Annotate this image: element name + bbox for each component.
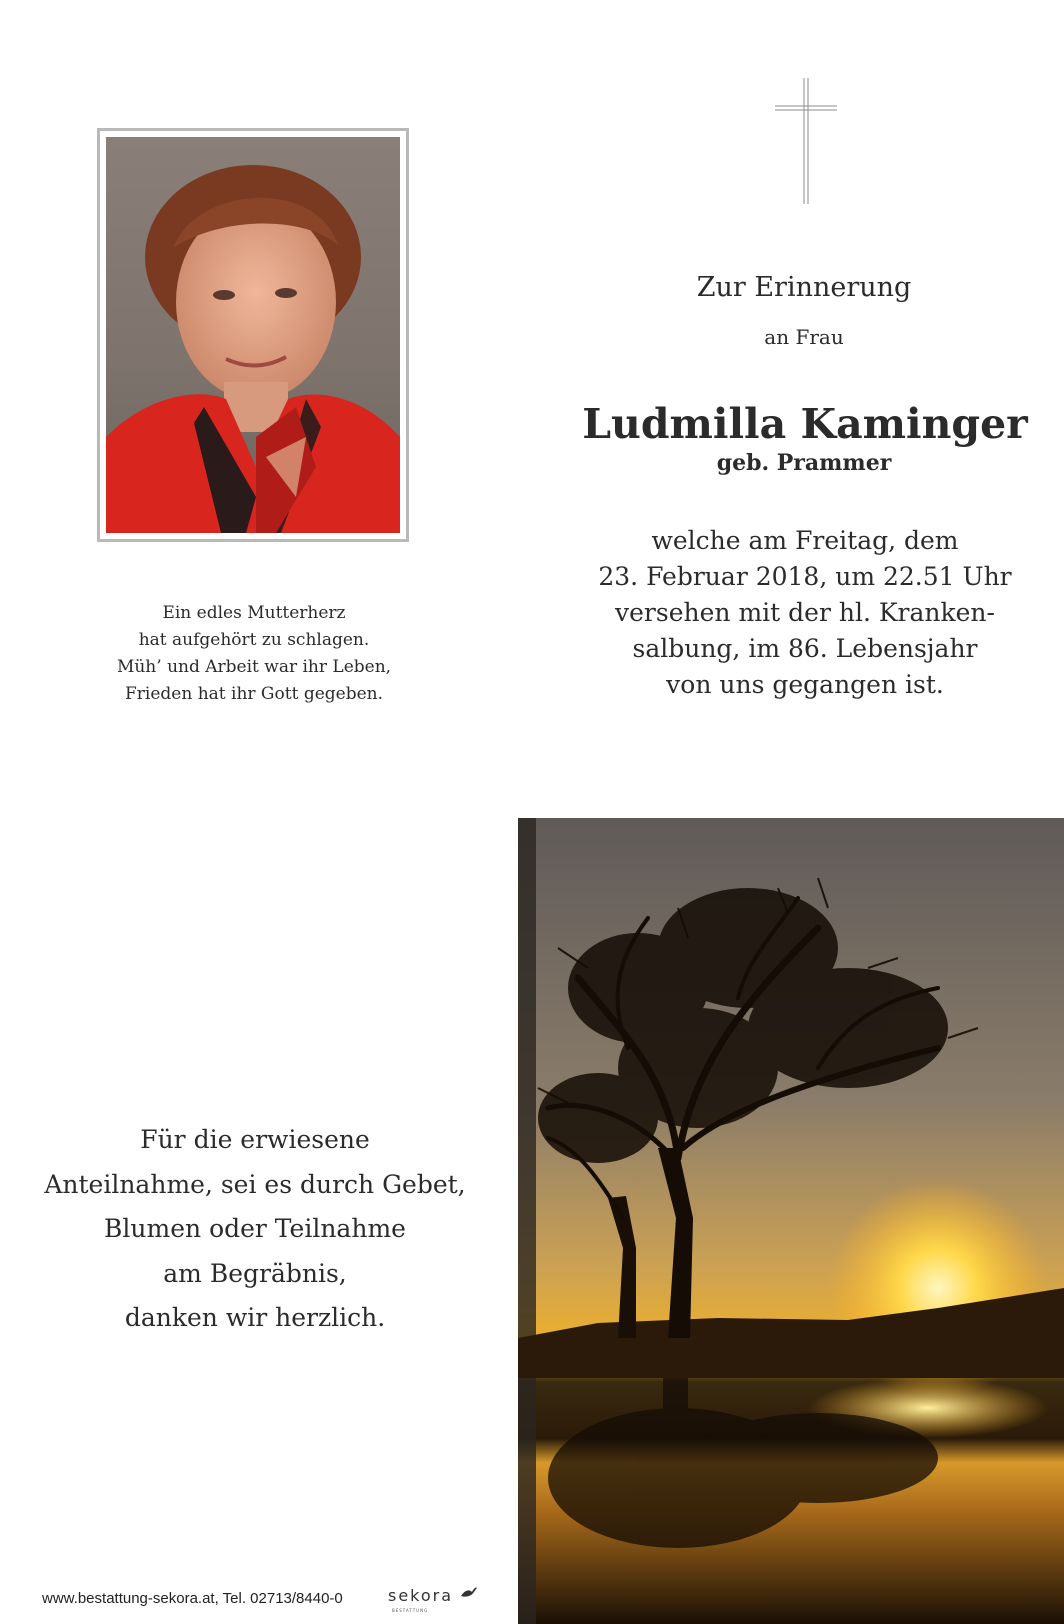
thanks-line: Für die erwiesene (140, 1125, 370, 1154)
brand-logo (388, 1586, 478, 1605)
death-notice (580, 523, 1030, 703)
poem-line: Müh’ und Arbeit war ihr Leben, (116, 657, 392, 677)
sunset-tree-photo (518, 818, 1064, 1624)
bird-icon (460, 1586, 478, 1600)
death-line: von uns gegangen ist. (666, 670, 944, 699)
deceased-name: Ludmilla Kaminger (582, 400, 1028, 448)
portrait-frame (97, 128, 409, 542)
thanks-line: Blumen oder Teilnahme (104, 1214, 406, 1243)
portrait-photo (106, 137, 400, 533)
thanks-line: Anteilnahme, sei es durch Gebet, (44, 1169, 466, 1199)
footer-contact: www.bestattung-sekora.at, Tel. 02713/8440-0 (42, 1590, 343, 1607)
thanks-line: danken wir herzlich. (124, 1303, 386, 1332)
death-line: salbung, im 86. Lebensjahr (632, 634, 978, 663)
death-line: 23. Februar 2018, um 22.51 Uhr (598, 562, 1012, 591)
thanks-block (40, 1118, 470, 1341)
poem-line: Frieden hat ihr Gott gegeben. (124, 684, 383, 704)
poem-line: hat aufgehört zu schlagen. (138, 630, 370, 650)
intro-title: Zur Erinnerung (696, 272, 912, 303)
maiden-name: geb. Prammer (716, 450, 892, 476)
poem-block (60, 600, 448, 708)
portrait-illustration (106, 137, 400, 533)
intro-subtitle: an Frau (764, 325, 844, 349)
poem-line: Ein edles Mutterherz (162, 603, 346, 623)
brand-name: sekora (388, 1586, 454, 1605)
death-line: versehen mit der hl. Kranken- (615, 598, 995, 627)
death-line: welche am Freitag, dem (651, 526, 959, 555)
thanks-line: am Begräbnis, (163, 1258, 347, 1288)
cross-icon (775, 78, 837, 204)
brand-subtitle: BESTATTUNG (392, 1608, 429, 1613)
